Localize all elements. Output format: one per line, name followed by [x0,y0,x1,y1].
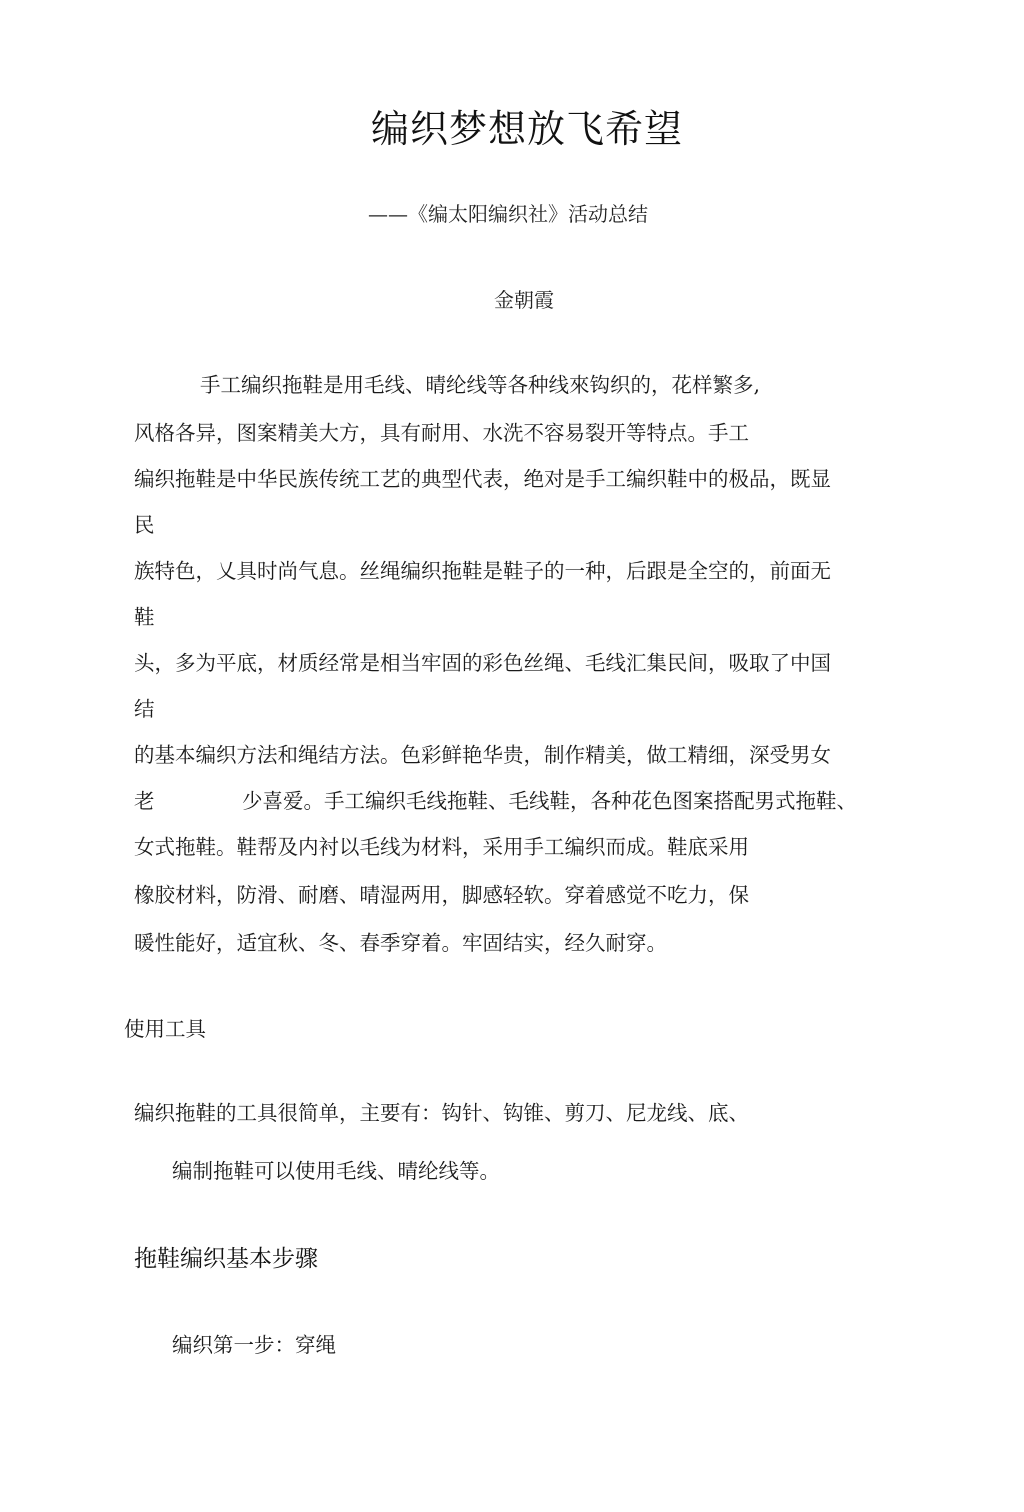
paragraph-line: 编织拖鞋是中华民族传统工艺的典型代表，绝对是手工编织鞋中的极品，既显 [134,467,831,491]
paragraph-line: 暖性能好，适宜秋、冬、春季穿着。牢固结实，经久耐穿。 [134,931,667,955]
document-title: 编织梦想放飞希望 [370,107,683,151]
paragraph-line: 女式拖鞋。鞋帮及内衬以毛线为材料，采用手工编织而成。鞋底采用 [134,835,749,859]
tools-label: 使用工具 [124,1017,206,1041]
document-author: 金朝霞 [494,288,554,312]
tools-line: 编制拖鞋可以使用毛线、晴纶线等。 [172,1159,500,1183]
steps-heading: 拖鞋编织基本步骤 [134,1246,318,1272]
paragraph-line: 手工编织拖鞋是用毛线、晴纶线等各种线來钩织的，花样繁多, [200,373,761,397]
paragraph-line: 橡胶材料，防滑、耐磨、晴湿两用，脚感轻软。穿着感觉不吃力，保 [134,883,749,907]
paragraph-line: 风格各异，图案精美大方，具有耐用、水洗不容易裂开等特点。手工 [134,421,749,445]
paragraph-line: 族特色，乂具时尚气息。丝绳编织拖鞋是鞋子的一种，后跟是全空的，前面无 [134,559,831,583]
paragraph-line: 结 [134,697,155,721]
paragraph-line: 头，多为平底，材质经常是相当牢固的彩色丝绳、毛线汇集民间，吸取了中国 [134,651,831,675]
tools-line: 编织拖鞋的工具很简单，主要有：钩针、钩锥、剪刀、尼龙线、底、 [134,1101,749,1125]
paragraph-line: 鞋 [134,605,155,629]
step-one-text: 编织第一步：穿绳 [172,1333,336,1357]
paragraph-line: 老 [134,789,155,813]
paragraph-line: 少喜爱。手工编织毛线拖鞋、毛线鞋，各种花色图案搭配男式拖鞋、 [242,789,857,813]
paragraph-line: 民 [134,513,155,537]
document-subtitle: ——《编太阳编织社》活动总结 [368,202,648,226]
paragraph-line: 的基本编织方法和绳结方法。色彩鲜艳华贵，制作精美，做工精细，深受男女 [134,743,831,767]
